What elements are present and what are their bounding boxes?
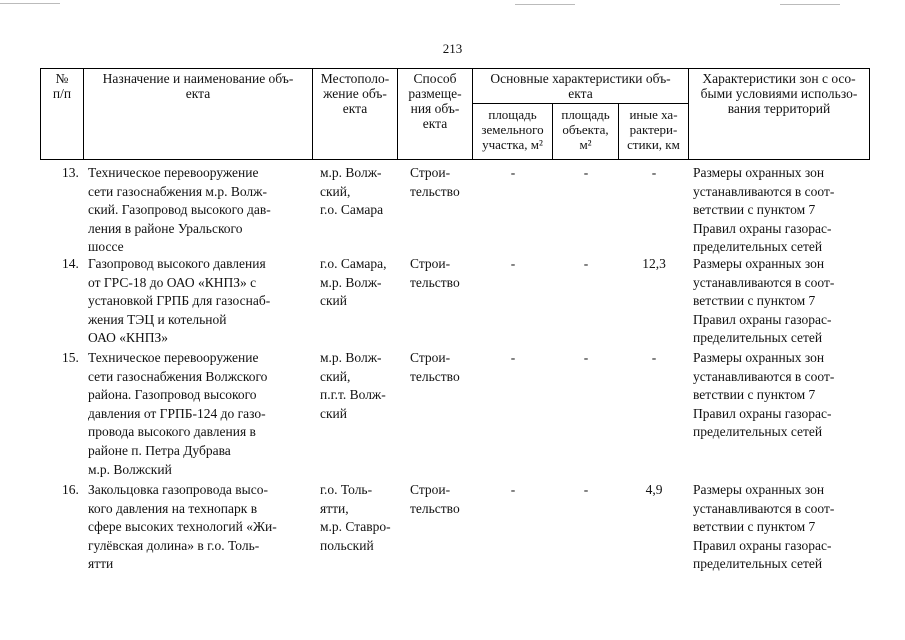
zone-characteristics: Размеры охранных зон устанавливаются в соот- ветствии с пунктом 7 Правил охраны газорас- пределительных сетей — [693, 165, 835, 255]
header-name: Назначение и наименование объ- екта — [102, 71, 294, 101]
object-name: Техническое перевооружение сети газоснабжения Волжского района. Газопровод высокого давления от ГРПБ-124 до газо- провода высокого давления в районе п. Петра Дубрава м.р. Волжский — [88, 350, 268, 477]
row-number: 13. — [62, 165, 79, 180]
object-location: м.р. Волж- ский, п.г.т. Волж- ский — [320, 350, 386, 421]
zone-characteristics: Размеры охранных зон устанавливаются в соот- ветствии с пунктом 7 Правил охраны газорас- пределительных сетей — [693, 350, 835, 440]
object-area-value: - — [583, 256, 589, 271]
object-area-value: - — [583, 482, 589, 497]
header-main-characteristics: Основные характеристики объ- екта — [490, 71, 671, 101]
page-number: 213 — [442, 41, 463, 56]
object-area-value: - — [583, 165, 589, 180]
other-characteristics-value: - — [651, 350, 657, 365]
header-other: иные ха- рактери- стики, км — [627, 107, 680, 152]
object-location: г.о. Толь- ятти, м.р. Ставро- польский — [320, 482, 391, 553]
header-location: Местополо- жение объ- екта — [320, 71, 390, 116]
header-method: Способ размеще- ния объ- екта — [408, 71, 462, 131]
zone-characteristics: Размеры охранных зон устанавливаются в соот- ветствии с пунктом 7 Правил охраны газорас- пределительных сетей — [693, 482, 835, 572]
object-name: Техническое перевооружение сети газоснабжения м.р. Волж- ский. Газопровод высокого дав- ления в районе Уральского шоссе — [88, 165, 271, 255]
row-number: 14. — [62, 256, 79, 271]
header-zones: Характеристики зон с осо- быми условиями использо- вания территорий — [700, 71, 858, 116]
land-area-value: - — [510, 482, 516, 497]
scan-speck — [780, 4, 840, 5]
placement-method: Строи- тельство — [410, 165, 460, 199]
land-area-value: - — [510, 165, 516, 180]
object-area-value: - — [583, 350, 589, 365]
land-area-value: - — [510, 350, 516, 365]
placement-method: Строи- тельство — [410, 482, 460, 516]
object-name: Закольцовка газопровода высо- кого давления на технопарк в сфере высоких технологий «Жи- гулёвская долина» в г.о. Толь- ятти — [88, 482, 277, 572]
header-object-area: площадь объекта, м² — [561, 107, 610, 152]
row-number: 16. — [62, 482, 79, 497]
scan-speck — [515, 4, 575, 5]
row-number: 15. — [62, 350, 79, 365]
object-name: Газопровод высокого давления от ГРС-18 до ОАО «КНПЗ» с установкой ГРПБ для газоснаб- жения ТЭЦ и котельной ОАО «КНПЗ» — [88, 256, 271, 346]
other-characteristics-value: - — [651, 165, 657, 180]
placement-method: Строи- тельство — [410, 350, 460, 384]
header-land-area: площадь земельного участка, м² — [481, 107, 544, 152]
other-characteristics-value: 4,9 — [645, 482, 663, 497]
other-characteristics-value: 12,3 — [642, 256, 666, 271]
land-area-value: - — [510, 256, 516, 271]
placement-method: Строи- тельство — [410, 256, 460, 290]
object-location: г.о. Самара, м.р. Волж- ский — [320, 256, 387, 309]
zone-characteristics: Размеры охранных зон устанавливаются в соот- ветствии с пунктом 7 Правил охраны газорас- пределительных сетей — [693, 256, 835, 346]
object-location: м.р. Волж- ский, г.о. Самара — [320, 165, 384, 218]
scan-speck — [0, 3, 60, 4]
header-num: № п/п — [52, 71, 72, 101]
